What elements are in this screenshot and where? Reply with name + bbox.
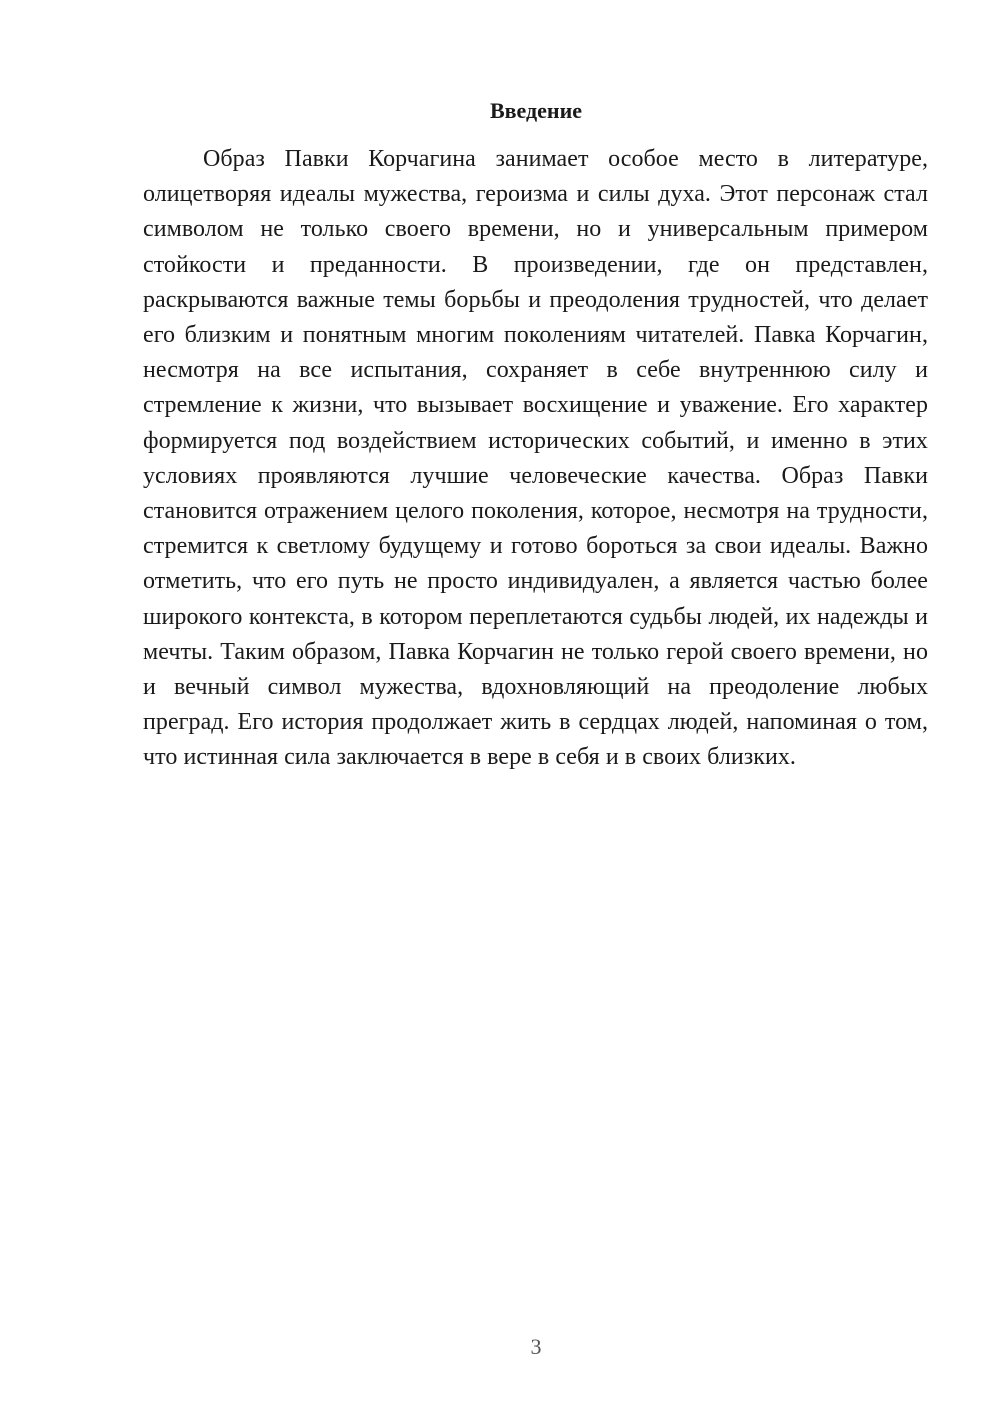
body-paragraph: Образ Павки Корчагина занимает особое место в литературе, олицетворяя идеалы мужества, героизма и силы духа. Этот персонаж стал символом не только своего времени, но и универсальным примером стойкости и преданности. В произведении, где он представлен, раскрываются важные темы борьбы и преодоления трудностей, что делает его близким и понятным многим поколениям читателей. Павка Корчагин, несмотря на все испытания, сохраняет в себе внутреннюю силу и стремление к жизни, что вызывает восхищение и уважение. Его характер формируется под воздействием исторических событий, и именно в этих условиях проявляются лучшие человеческие качества. Образ Павки становится отражением целого поколения, которое, несмотря на трудности, стремится к светлому будущему и готово бороться за свои идеалы. Важно отметить, что его путь не просто индивидуален, а является частью более широкого контекста, в котором переплетаются судьбы людей, их надежды и мечты. Таким образом, Павка Корчагин не только герой своего времени, но и вечный символ мужества, вдохновляющий на преодоление любых преград. Его история продолжает жить в сердцах людей, напоминая о том, что истинная сила заключается в вере в себя и в своих близких. xyxy=(143,146,928,771)
section-heading: Введение xyxy=(489,98,583,123)
page-number: 3 xyxy=(530,1334,542,1359)
